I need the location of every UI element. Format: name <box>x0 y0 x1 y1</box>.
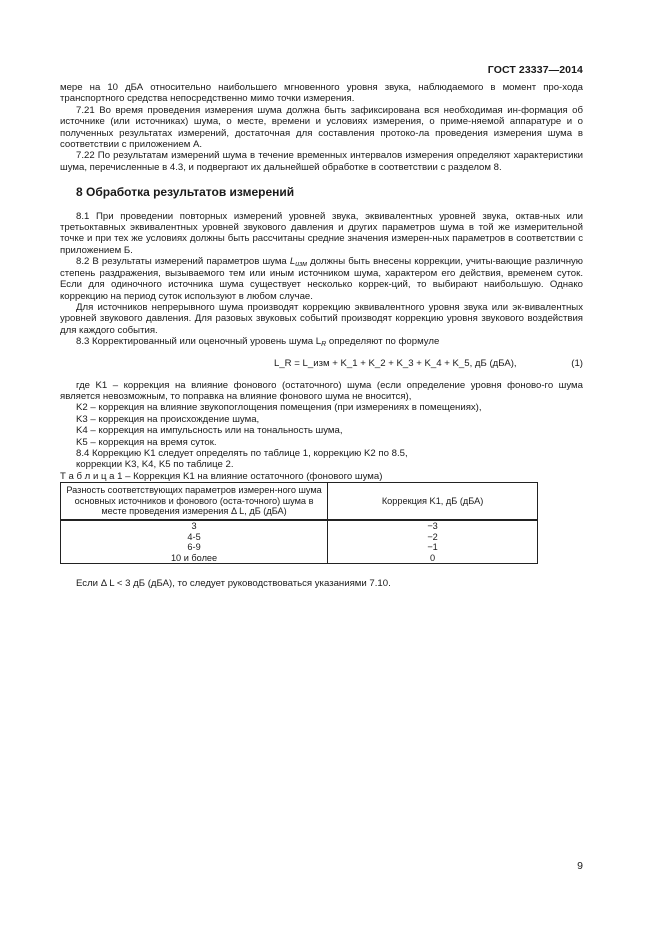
cell-difference: 4-5 <box>61 532 328 543</box>
document-body <box>60 82 583 590</box>
table-row <box>61 532 538 543</box>
cell-correction: −1 <box>328 542 538 553</box>
paragraph-continuation: мере на 10 дБА относительно наибольшего мгновенного уровня звука, наблюдаемого в момент про-хода транспортного средства непосредственно мимо точки измерения. <box>60 82 583 105</box>
table-body <box>61 520 538 564</box>
cell-correction: −2 <box>328 532 538 543</box>
paragraph-8-3-end: определяют по формуле <box>326 336 440 348</box>
where-k1: где K1 – коррекция на влияние фонового (остаточного) шума (если определение уровня фоново-го шума является невозможным, то поправка на влияние фонового шума не вносится), <box>60 379 583 402</box>
paragraph-8-2-rest: должны быть внесены коррекции, учиты-вающие различную степень раздражения, вызываемого тем или иным источником шума, характером его действия, временем суток. Если для одиночного источника шума существует несколько коррек-ций, то выбирают наибольшую. Однако коррекцию на период суток используют в любом случае. <box>60 256 583 302</box>
k2-definition: K2 – коррекция на влияние звукопоглощения помещения (при измерениях в помещениях), <box>76 402 482 414</box>
paragraph-8-2-start: 8.2 В результаты измерений параметров шума <box>76 256 290 268</box>
document-header: ГОСТ 23337—2014 <box>487 64 583 76</box>
l-variable: L <box>289 256 296 268</box>
paragraph-7-21: 7.21 Во время проведения измерения шума должна быть зафиксирована вся необходимая ин-формация об источнике (или источниках) шума, о месте, времени и условиях измерения, о приме-няемой аппаратуре и о полученных результатах измерений, достаточная для составления протоко-ла проведения измерения шума в соответствии с приложением А. <box>60 104 583 151</box>
table-caption: Т а б л и ц а 1 – Коррекция K1 на влияние остаточного (фонового шума) <box>60 470 383 482</box>
page-number: 9 <box>577 860 583 872</box>
section-title: 8 Обработка результатов измерений <box>76 185 295 200</box>
table-row <box>61 520 538 532</box>
table-row <box>61 542 538 553</box>
cell-difference: 3 <box>61 520 328 532</box>
formula-expression: L_R = L_изм + K_1 + K_2 + K_3 + K_4 + K_5, дБ (дБА), <box>274 357 517 369</box>
table-row <box>61 553 538 564</box>
table-header-correction: Коррекция K1, дБ (дБА) <box>328 483 538 520</box>
k5-definition: K5 – коррекция на время суток. <box>76 436 217 448</box>
paragraph-final: Если Δ L < 3 дБ (дБА), то следует руководствоваться указаниями 7.10. <box>76 578 391 590</box>
cell-correction: 0 <box>328 553 538 564</box>
k3-definition: K3 – коррекция на происхождение шума, <box>76 413 260 425</box>
paragraph-8-4: 8.4 Коррекцию K1 следует определять по таблице 1, коррекцию K2 по 8.5, <box>76 447 408 459</box>
lr-subscript: R <box>321 341 327 349</box>
cell-difference: 6-9 <box>61 542 328 553</box>
paragraph-8-4-cont: коррекции K3, K4, K5 по таблице 2. <box>76 459 234 471</box>
formula-1 <box>60 354 583 376</box>
table-header-difference: Разность соответствующих параметров измерен-ного шума основных источников и фонового (оста-точного) шума в месте проведения измерения Δ L, дБ (дБА) <box>61 483 328 520</box>
k4-definition: K4 – коррекция на импульсность или на тональность шума, <box>76 425 343 437</box>
paragraph-8-3 <box>60 336 583 347</box>
cell-correction: −3 <box>328 520 538 532</box>
paragraph-8-1: 8.1 При проведении повторных измерений уровней звука, эквивалентных уровней звука, октав-ных или третьоктавных эквивалентных уровней звукового давления и других параметров шума в той же измерительной точке и при тех же условиях должны быть рассчитаны средние значения измерен-ных параметров в соответствии с приложением Б. <box>60 210 583 256</box>
l-subscript: изм <box>295 261 308 269</box>
cell-difference: 10 и более <box>61 553 328 564</box>
paragraph-7-22: 7.22 По результатам измерений шума в течение временных интервалов измерения определяют характеристики шума, перечисленные в 4.3, и подвергают их дальнейшей обработке в соответствии с разделом 8. <box>60 150 583 173</box>
formula-number: (1) <box>571 357 583 369</box>
paragraph-8-2 <box>60 256 583 302</box>
correction-table <box>60 482 538 564</box>
paragraph-8-3-start: 8.3 Корректированный или оценочный уровень шума L <box>76 336 322 348</box>
paragraph-8-2-second: Для источников непрерывного шума производят коррекцию эквивалентного уровня звука или эк-вивалентных уровней звукового давления. Для разовых звуковых событий производят коррекцию уровня звукового воздействия для каждого события. <box>60 301 583 336</box>
